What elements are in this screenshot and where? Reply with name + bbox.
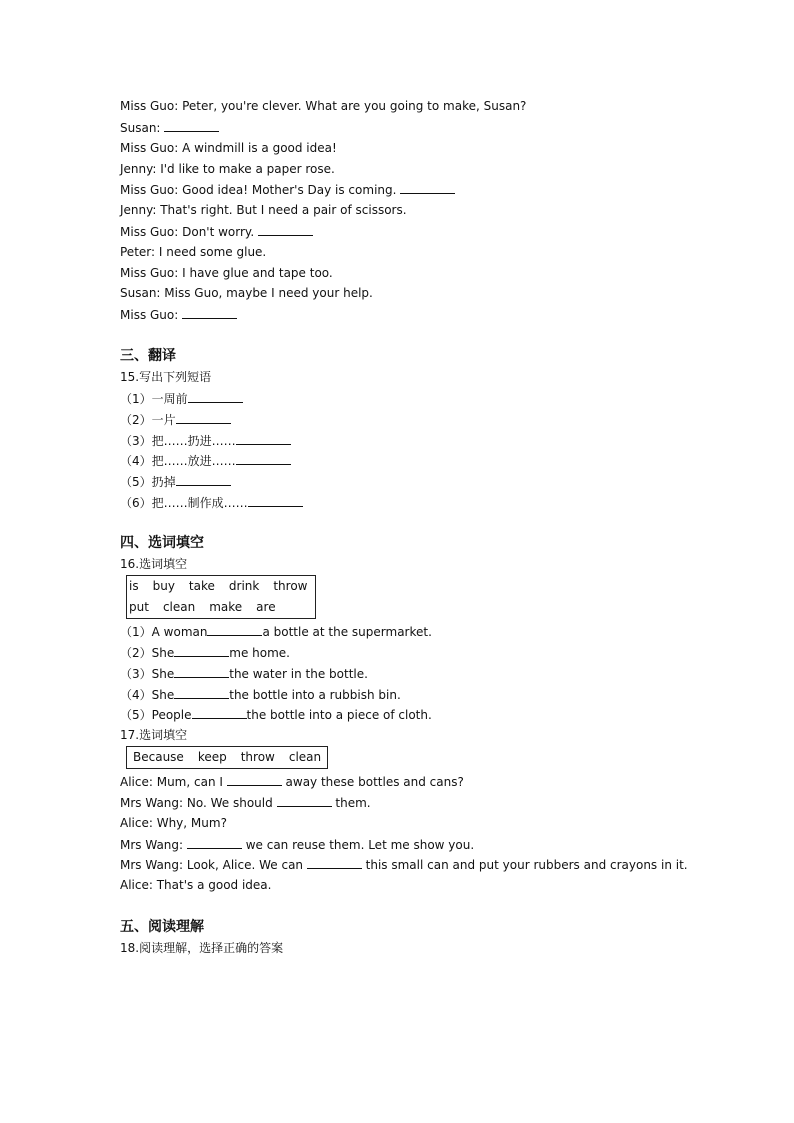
dialogue-line: Jenny: That's right. But I need a pair of scissors.	[120, 203, 407, 217]
answer-blank[interactable]	[187, 836, 242, 849]
answer-blank[interactable]	[307, 856, 362, 869]
section-heading-word-fill: 四、选词填空	[120, 535, 204, 551]
word-bank-word: clean	[288, 750, 322, 764]
word-bank-row	[129, 576, 307, 597]
dialogue-line: Peter: I need some glue.	[120, 245, 267, 259]
word-bank-word: take	[188, 579, 215, 593]
answer-blank[interactable]	[192, 706, 247, 719]
word-bank-word: is	[129, 579, 139, 593]
word-bank-word: make	[209, 600, 243, 614]
word-bank-word: Because	[133, 750, 184, 764]
answer-blank[interactable]	[176, 473, 231, 486]
dialogue-line: Susan:	[120, 119, 219, 136]
answer-blank[interactable]	[188, 390, 243, 403]
fill-item: （2）She me home.	[120, 646, 290, 660]
answer-blank[interactable]	[174, 686, 229, 699]
question-18-title: 18.阅读理解，选择正确的答案	[120, 941, 284, 955]
dialogue-line: Miss Guo: Peter, you're clever. What are you going to make, Susan?	[120, 99, 527, 113]
answer-blank[interactable]	[258, 223, 313, 236]
answer-blank[interactable]	[176, 411, 231, 424]
dialogue-line: Miss Guo: I have glue and tape too.	[120, 266, 333, 280]
dialogue-line: Miss Guo: Good idea! Mother's Day is coming.	[120, 181, 455, 198]
fill-item: （5）People the bottle into a piece of cloth.	[120, 708, 432, 722]
word-bank-word: drink	[228, 579, 260, 593]
word-bank-word: are	[256, 600, 276, 614]
answer-blank[interactable]	[277, 794, 332, 807]
phrase-item: （3）把……扔进……	[120, 432, 291, 449]
word-bank-row	[129, 597, 307, 618]
word-bank-16	[126, 575, 316, 619]
dialogue-line: Susan: Miss Guo, maybe I need your help.	[120, 286, 373, 300]
dialogue-line: Miss Guo:	[120, 306, 237, 323]
word-bank-row	[133, 747, 321, 768]
word-bank-word: throw	[273, 579, 308, 593]
answer-blank[interactable]	[207, 623, 262, 636]
phrase-item: （4）把……放进……	[120, 452, 291, 469]
question-15-title: 15.写出下列短语	[120, 370, 212, 384]
answer-blank[interactable]	[236, 432, 291, 445]
word-bank-word: clean	[162, 600, 196, 614]
phrase-item: （2）一片	[120, 411, 231, 428]
word-bank-word: put	[129, 600, 149, 614]
dialogue-line: Alice: That's a good idea.	[120, 878, 272, 892]
answer-blank[interactable]	[227, 773, 282, 786]
dialogue-line: Mrs Wang: we can reuse them. Let me show you.	[120, 838, 475, 852]
question-16-title: 16.选词填空	[120, 557, 188, 571]
word-bank-word: throw	[240, 750, 275, 764]
dialogue-line: Miss Guo: Don't worry.	[120, 223, 313, 240]
phrase-item: （6）把……制作成……	[120, 494, 303, 511]
phrase-item: （1）一周前	[120, 390, 243, 407]
answer-blank[interactable]	[248, 494, 303, 507]
dialogue-line: Miss Guo: A windmill is a good idea!	[120, 141, 337, 155]
fill-item: （3）She the water in the bottle.	[120, 667, 368, 681]
dialogue-line: Alice: Mum, can I away these bottles and cans?	[120, 775, 464, 789]
section-heading-reading: 五、阅读理解	[120, 919, 204, 935]
dialogue-line: Jenny: I'd like to make a paper rose.	[120, 162, 335, 176]
dialogue-line: Alice: Why, Mum?	[120, 816, 227, 830]
dialogue-line: Mrs Wang: Look, Alice. We can this small can and put your rubbers and crayons in it.	[120, 858, 688, 872]
word-bank-word: keep	[197, 750, 227, 764]
answer-blank[interactable]	[400, 181, 455, 194]
section-heading-translation: 三、翻译	[120, 348, 176, 364]
word-bank-17	[126, 746, 328, 769]
answer-blank[interactable]	[182, 306, 237, 319]
word-bank-word: buy	[152, 579, 175, 593]
fill-item: （1）A woman a bottle at the supermarket.	[120, 625, 432, 639]
answer-blank[interactable]	[236, 452, 291, 465]
dialogue-line: Mrs Wang: No. We should them.	[120, 796, 371, 810]
answer-blank[interactable]	[174, 644, 229, 657]
phrase-item: （5）扔掉	[120, 473, 231, 490]
answer-blank[interactable]	[174, 665, 229, 678]
fill-item: （4）She the bottle into a rubbish bin.	[120, 688, 401, 702]
question-17-title: 17.选词填空	[120, 728, 188, 742]
answer-blank[interactable]	[164, 119, 219, 132]
